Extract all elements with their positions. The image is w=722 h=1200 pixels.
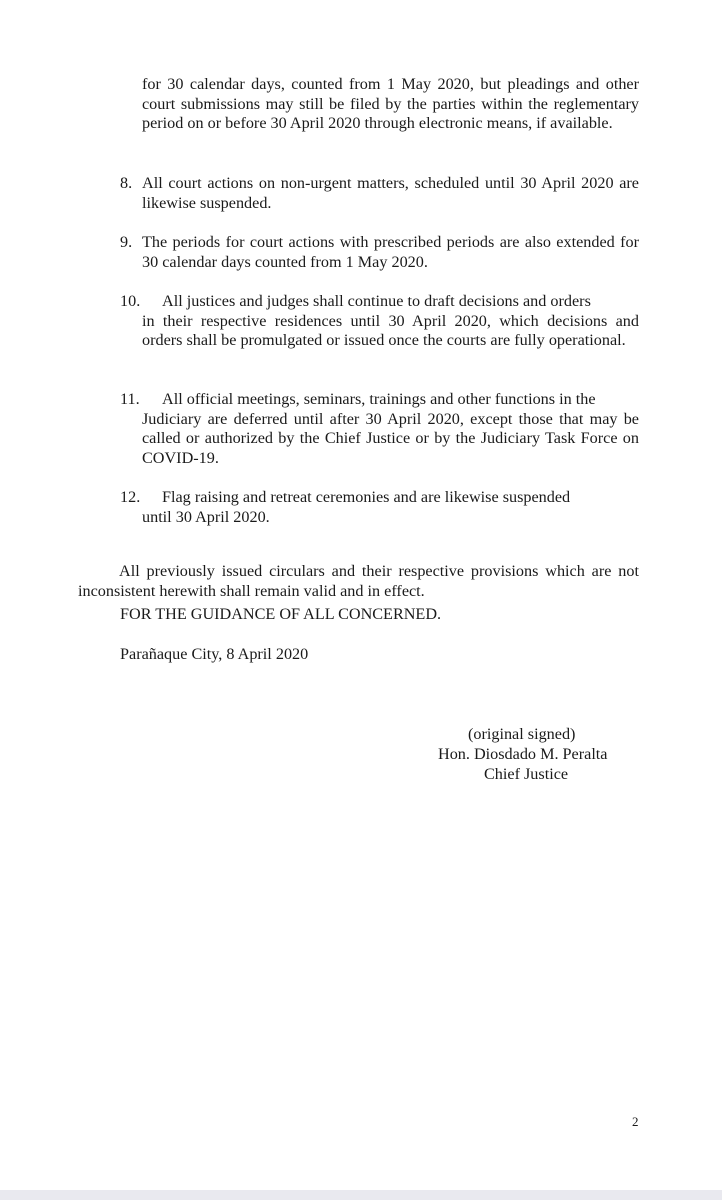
continued-paragraph: for 30 calendar days, counted from 1 May 2020, but pleadings and other court submissions may still be filed by the parties within the reglementary period on or before 30 April 2020 through electronic means, if available.	[142, 75, 639, 133]
item-text-rest: Judiciary are deferred until after 30 April 2020, except those that may be called or authorized by the Chief Justice or by the Judiciary Task Force on COVID-19.	[142, 409, 639, 467]
list-item-9	[120, 233, 639, 272]
item-number: 11.	[120, 390, 140, 408]
item-text-first: All official meetings, seminars, trainings and other functions in the	[162, 390, 596, 408]
signatory-title: Chief Justice	[484, 765, 569, 783]
item-number: 9.	[120, 233, 133, 251]
place-date: Parañaque City, 8 April 2020	[120, 645, 309, 663]
item-text-rest: until 30 April 2020.	[142, 507, 270, 526]
signatory-name: Hon. Diosdado M. Peralta	[438, 745, 608, 763]
list-item-11	[120, 390, 639, 468]
item-first-line	[120, 390, 639, 410]
item-text: All court actions on non-urgent matters, scheduled until 30 April 2020 are likewise suspended.	[142, 174, 639, 212]
signature-note: (original signed)	[468, 725, 576, 743]
item-first-line	[120, 488, 639, 508]
item-text-rest: in their respective residences until 30 April 2020, which decisions and orders shall be promulgated or issued once the courts are fully operational.	[142, 311, 639, 350]
list-item-10	[120, 292, 639, 351]
page-number: 2	[632, 1114, 639, 1129]
item-first-line	[120, 292, 639, 312]
guidance-line: FOR THE GUIDANCE OF ALL CONCERNED.	[120, 605, 442, 623]
bottom-edge	[0, 1190, 722, 1200]
item-text: The periods for court actions with prescribed periods are also extended for 30 calendar days counted from 1 May 2020.	[142, 233, 639, 271]
item-number: 12.	[120, 488, 141, 506]
item-text-first: All justices and judges shall continue to draft decisions and orders	[162, 292, 591, 310]
item-number: 10.	[120, 292, 141, 310]
list-item-8	[120, 174, 639, 213]
list-item-12	[120, 488, 639, 527]
item-text-first: Flag raising and retreat ceremonies and are likewise suspended	[162, 488, 571, 506]
closing-paragraph: All previously issued circulars and their respective provisions which are not inconsistent herewith shall remain valid and in effect.	[78, 562, 639, 600]
item-number: 8.	[120, 174, 133, 192]
